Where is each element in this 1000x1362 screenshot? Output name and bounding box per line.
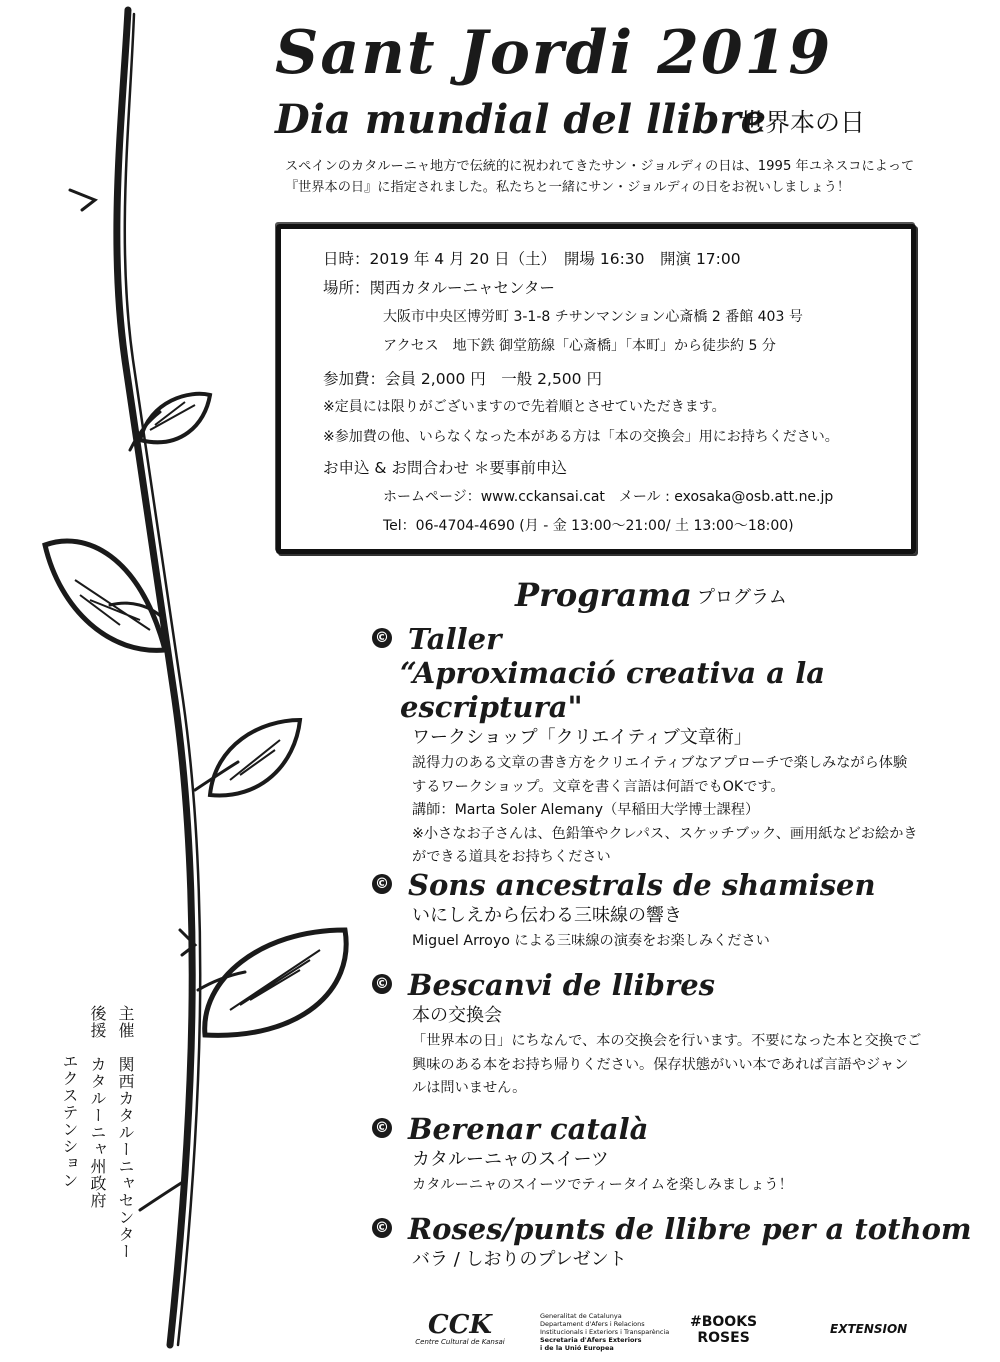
- program-item-text: 「世界本の日」にちなんで、本の交換会を行います。不要になった本と交換でご: [412, 1033, 922, 1049]
- program-item-text: 講師：Marta Soler Alemany（早稲田大学博士課程）: [412, 802, 760, 818]
- books-roses-logo: [690, 1314, 757, 1346]
- page-subtitle: Dia mundial del llibre: [275, 96, 767, 143]
- program-item-subtitle: カタルーニャのスイーツ: [412, 1149, 609, 1170]
- program-heading: Programa: [515, 576, 692, 614]
- event-datetime: 日時：2019 年 4 月 20 日（土） 開場 16:30 開演 17:00: [323, 250, 741, 268]
- credit-host: [114, 1005, 136, 1260]
- program-item-text: するワークショップ。文章を書く言語は何語でもOKです。: [412, 778, 785, 795]
- credits: [52, 1005, 136, 1260]
- generalitat-logo-line: Generalitat de Catalunya: [540, 1312, 622, 1320]
- program-item-shamisen: [372, 868, 972, 954]
- program-item-title: Berenar català: [408, 1112, 649, 1146]
- cck-logo-text: CCK: [428, 1310, 492, 1340]
- credit-support: [86, 1005, 108, 1260]
- cck-logo: [415, 1312, 505, 1346]
- capacity-note: ※定員には限りがございますので先着順とさせていただきます。: [323, 399, 726, 415]
- contact-web-mail: ホームページ：www.cckansai.cat メール : exosaka@osb.att.ne.jp: [383, 489, 834, 505]
- contact-tel: Tel：06-4704-4690 (月 - 金 13:00～21:00/ 土 13:00～18:00): [383, 518, 794, 534]
- program-item-title: Roses/punts de llibre per a tothom: [408, 1212, 972, 1246]
- credit-support-name: カタルーニャ州政府: [88, 1056, 107, 1209]
- program-item-title: Taller: [408, 622, 502, 656]
- program-item-subtitle: いにしえから伝わる三味線の響き: [412, 905, 682, 926]
- event-info-box: [276, 224, 916, 554]
- intro-line: スペインのカタルーニャ地方で伝統的に祝われてきたサン・ジョルディの日は、1995 年ユネスコによって: [285, 159, 915, 174]
- generalitat-logo-line: Secretaria d'Afers Exteriors: [540, 1336, 642, 1344]
- event-fee: 参加費：会員 2,000 円 一般 2,500 円: [323, 370, 602, 388]
- credit-support-2: エクステンション: [60, 1053, 79, 1189]
- intro-paragraph: [285, 156, 985, 198]
- program-item-text: 興味のある本をお持ち帰りください。保存状態がいい本であれば言語やジャン: [412, 1056, 909, 1073]
- program-item-book-exchange: [372, 968, 972, 1101]
- page-subtitle-japanese: 世界本の日: [740, 108, 866, 137]
- program-item-title: Sons ancestrals de shamisen: [408, 868, 876, 902]
- program-item-title: “Aproximació creativa a la escriptura": [400, 656, 826, 724]
- credit-host-label: 主催: [116, 1005, 135, 1039]
- credit-host-name: 関西カタルーニャセンター: [116, 1056, 135, 1260]
- extension-logo: EXTENSION: [830, 1322, 908, 1336]
- books-roses-logo-line: ROSES: [697, 1330, 750, 1346]
- program-heading-japanese: プログラム: [697, 587, 787, 608]
- event-venue: 場所：関西カタルーニャセンター: [323, 279, 555, 297]
- program-item-subtitle: バラ / しおりのプレゼント: [412, 1249, 627, 1270]
- cck-logo-subtext: Centre Cultural de Kansai: [415, 1338, 505, 1346]
- program-item-subtitle: ワークショップ「クリエイティブ文章術」: [412, 727, 752, 748]
- program-item-roses: [372, 1212, 972, 1274]
- program-item-text: ※小さなお子さんは、色鉛筆やクレパス、スケッチブック、画用紙などお絵かき: [412, 825, 918, 842]
- bullet-icon: ©: [372, 974, 392, 994]
- book-exchange-note: ※参加費の他、いらなくなった本がある方は「本の交換会」用にお持ちください。: [323, 429, 839, 445]
- generalitat-logo-line: Departament d'Afers i Relacions: [540, 1320, 645, 1328]
- books-roses-logo-line: #BOOKS: [690, 1314, 758, 1330]
- bullet-icon: ©: [372, 628, 392, 648]
- bullet-icon: ©: [372, 1118, 392, 1138]
- program-item-text: Miguel Arroyo による三味線の演奏をお楽しみください: [412, 933, 770, 949]
- event-access: アクセス 地下鉄 御堂筋線「心斎橋」「本町」から徒歩約 5 分: [383, 338, 776, 354]
- program-item-subtitle: 本の交換会: [412, 1005, 502, 1026]
- program-item-text: ができる道具をお持ちください: [412, 849, 611, 865]
- event-address: 大阪市中央区博労町 3-1-8 チサンマンション心斎橋 2 番館 403 号: [383, 309, 803, 325]
- credit-support-label: 後援: [88, 1005, 107, 1039]
- generalitat-logo-line: Institucionals i Exteriors i Transparència: [540, 1328, 670, 1336]
- program-item-text: カタルーニャのスイーツでティータイムを楽しみましょう！: [412, 1177, 793, 1193]
- bullet-icon: ©: [372, 1218, 392, 1238]
- page-title: Sant Jordi 2019: [275, 18, 833, 88]
- contact-heading: お申込 & お問合わせ ＊要事前申込: [323, 459, 567, 477]
- program-item-taller: [372, 622, 972, 870]
- program-item-text: 説得力のある文章の書き方をクリエイティブなアプローチで楽しみながら体験: [412, 755, 908, 771]
- program-item-text: ルは問いません。: [412, 1080, 527, 1096]
- program-item-title: Bescanvi de llibres: [408, 968, 715, 1002]
- generalitat-logo: [540, 1312, 669, 1352]
- bullet-icon: ©: [372, 874, 392, 894]
- generalitat-logo-line: i de la Unió Europea: [540, 1344, 614, 1352]
- intro-line: 『世界本の日』に指定されました。私たちと一緒にサン・ジョルディの日をお祝いしましょう！: [285, 180, 851, 195]
- program-item-berenar: [372, 1112, 972, 1198]
